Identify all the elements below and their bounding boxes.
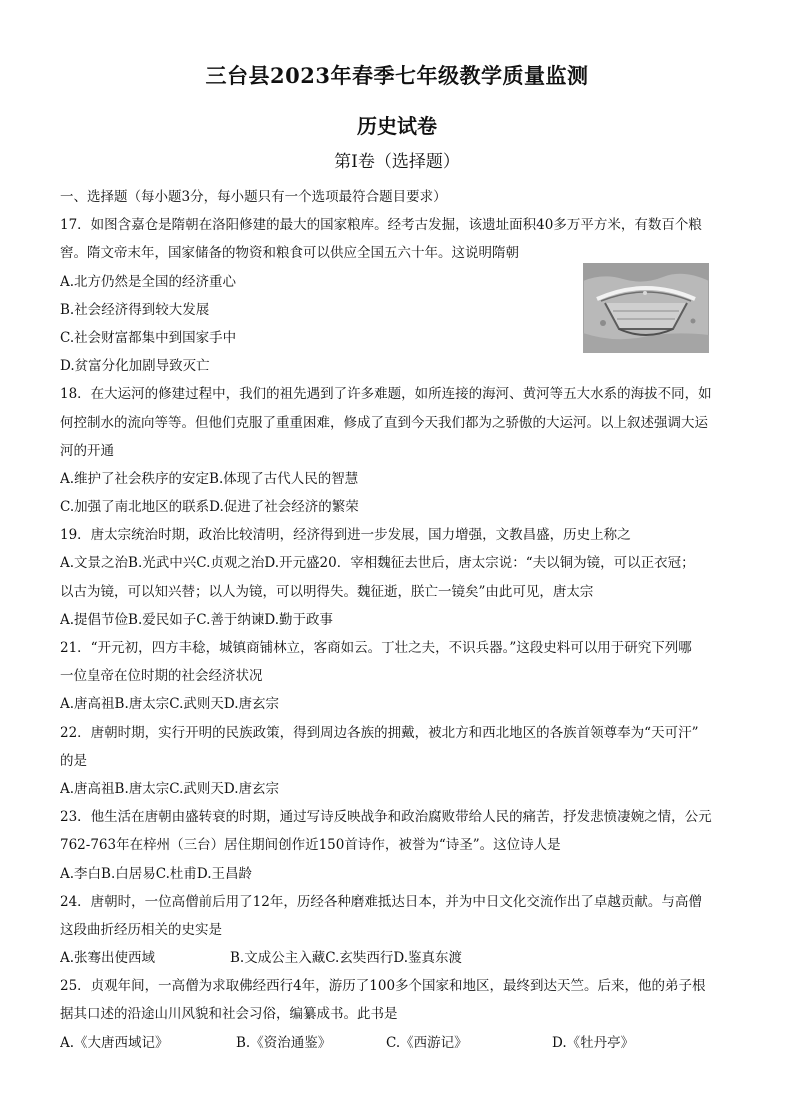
q20-stem-line2: 以古为镜，可以知兴替；以人为镜，可以明得失。魏征逝，朕亡一镜矣”由此可见，唐太宗 — [60, 583, 594, 600]
q24-stem-line2: 这段曲折经历相关的史实是 — [60, 921, 222, 938]
q24-stem-line1: 24．唐朝时，一位高僧前后用了12年，历经各种磨难抵达日本，并为中日文化交流作出了卓越贡献。与高僧 — [60, 893, 702, 910]
q21-stem-line2: 一位皇帝在位时期的社会经济状况 — [60, 668, 263, 685]
q22-stem-line1: 22．唐朝时期，实行开明的民族政策，得到周边各族的拥戴，被北方和西北地区的各族首领尊奉为“天可汗” — [60, 724, 699, 741]
q18-stem-line3: 河的开通 — [60, 442, 114, 459]
q23-stem-line2: 762-763年在梓州（三台）居住期间创作近150首诗作，被誉为“诗圣”。这位诗人是 — [60, 837, 561, 854]
q25-stem-line2: 据其口述的沿途山川风貌和社会习俗，编纂成书。此书是 — [60, 1006, 398, 1023]
q21-stem-line1: 21．“开元初，四方丰稔，城镇商铺林立，客商如云。丁壮之夫，不识兵器。”这段史料可以用于研究下列哪 — [60, 640, 692, 656]
q19-stem: 19．唐太宗统治时期，政治比较清明，经济得到进一步发展，国力增强，文教昌盛，历史上称之 — [60, 527, 631, 544]
q25-option-d[interactable]: D.《牡丹亭》 — [552, 1034, 635, 1051]
q25-options — [60, 1029, 750, 1057]
q18-options-line2[interactable]: C.加强了南北地区的联系D.促进了社会经济的繁荣 — [60, 499, 359, 516]
q23-stem-line1: 23．他生活在唐朝由盛转衰的时期，通过写诗反映战争和政治腐败带给人民的痛苦，抒发悲愤凄婉之情，公元 — [60, 809, 712, 826]
q25-stem-line1: 25．贞观年间，一高僧为求取佛经西行4年，游历了100多个国家和地区，最终到达天竺。后来，他的弟子根 — [60, 978, 706, 995]
q24-option-a[interactable]: A.张骞出使西域 — [60, 950, 156, 967]
q22-stem-line2: 的是 — [60, 752, 87, 769]
q23-options[interactable]: A.李白B.白居易C.杜甫D.王昌龄 — [60, 865, 253, 882]
q20-options[interactable]: A.提倡节俭B.爱民如子C.善于纳谏D.勤于政事 — [60, 611, 334, 628]
q17-option-d[interactable]: D.贫富分化加剧导致灭亡 — [60, 358, 210, 375]
subject-title: 历史试卷 — [357, 114, 437, 138]
q17-option-b[interactable]: B.社会经济得到较大发展 — [60, 301, 210, 318]
exam-title: 三台县2023年春季七年级教学质量监测 — [205, 63, 589, 88]
q18-options-line1[interactable]: A.维护了社会秩序的安定B.体现了古代人民的智慧 — [60, 470, 359, 487]
q24-options — [60, 944, 750, 972]
section-instruction: 一、选择题（每小题3分，每小题只有一个选项最符合题目要求） — [60, 189, 447, 205]
q17-option-c[interactable]: C.社会财富都集中到国家手中 — [60, 329, 237, 346]
q22-options[interactable]: A.唐高祖B.唐太宗C.武则天D.唐玄宗 — [60, 780, 280, 797]
q17-stem-line2: 窖。隋文帝末年，国家储备的物资和粮食可以供应全国五六十年。这说明隋朝 — [60, 245, 519, 262]
q25-option-b[interactable]: B.《资治通鉴》 — [236, 1034, 332, 1051]
part-title: 第Ⅰ卷（选择题） — [334, 152, 460, 172]
q21-options[interactable]: A.唐高祖B.唐太宗C.武则天D.唐玄宗 — [60, 696, 280, 713]
q17-stem-line1: 17．如图含嘉仓是隋朝在洛阳修建的最大的国家粮库。经考古发掘，该遗址面积40多万平方米，有数百个粮 — [60, 217, 702, 234]
questions-body — [60, 183, 750, 1057]
q19-q20-mixed-line1: A.文景之治B.光武中兴C.贞观之治D.开元盛20．宰相魏征去世后，唐太宗说：“夫以铜为镜，可以正衣冠； — [60, 555, 695, 572]
q24-options-bcd[interactable]: B.文成公主入藏C.玄奘西行D.鉴真东渡 — [230, 950, 462, 967]
q25-option-a[interactable]: A.《大唐西域记》 — [60, 1034, 169, 1051]
q18-stem-line1: 18．在大运河的修建过程中，我们的祖先遇到了许多难题，如所连接的海河、黄河等五大水系的海拔不同，如 — [60, 386, 712, 403]
q18-stem-line2: 何控制水的流向等等。但他们克服了重重困难，修成了直到今天我们都为之骄傲的大运河。以上叙述强调大运 — [60, 414, 708, 431]
q25-option-c[interactable]: C.《西游记》 — [386, 1034, 468, 1051]
q17-option-a[interactable]: A.北方仍然是全国的经济重心 — [60, 273, 237, 290]
